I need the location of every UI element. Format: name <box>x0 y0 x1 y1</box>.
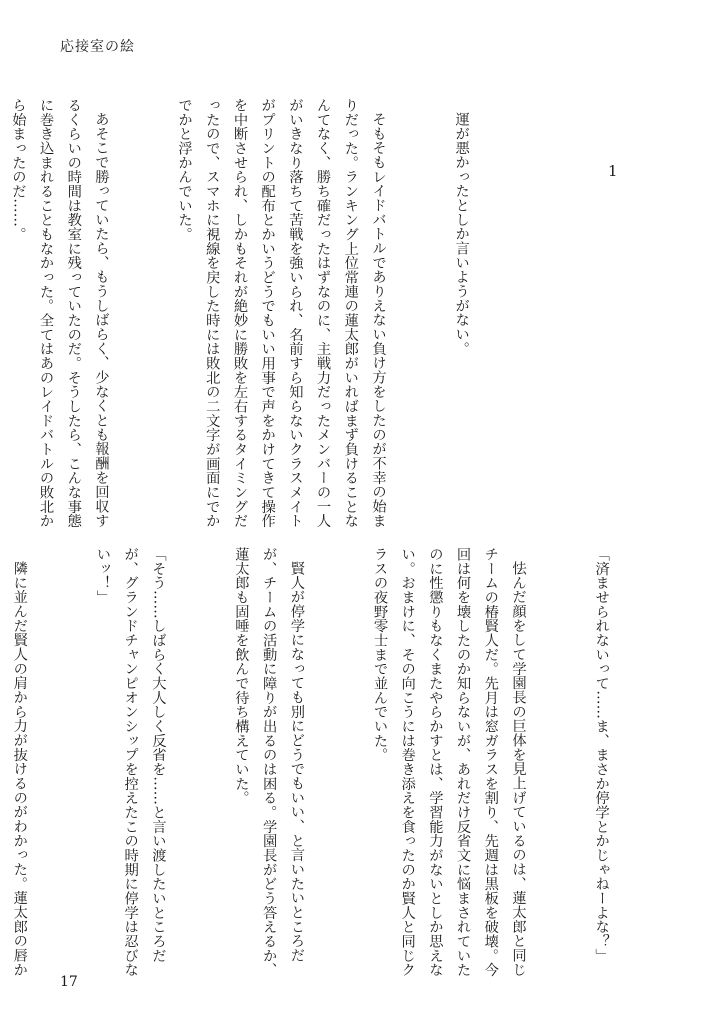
upper-text-block <box>10 98 530 530</box>
paragraph: 怯んだ顔をして学園長の巨体を見上げているのは、蓮太郎と同じチームの椿賢人だ。先月は窓ガラスを割り、先週は黒板を破壊。今回は何を壊したのか知らないが、あれだけ反省文に悩まされていたのに性懲りもなくまたやらかすとは、学習能力がないとしか思えない。おまけに、その向こうには巻き添えを食ったのか賢人と同じクラスの夜野零士まで並んでいた。 <box>371 547 527 977</box>
chapter-number: 1 <box>608 162 618 180</box>
running-header: 応接室の絵 <box>60 39 135 55</box>
paragraph: あそこで勝っていたら、もうしばらく、少なくとも報酬を回収するくらいの時間は教室に残っていたのだ。そうしたら、こんな事態に巻き込まれることもなかった。全てはあのレイドバトルの敗北から始まったのだ……。 <box>10 98 110 528</box>
paragraph: 隣に並んだ賢人の肩から力が抜けるのがわかった。蓮太郎の唇か <box>11 561 28 977</box>
paragraph: 運が悪かったとしか言いようがない。 <box>453 112 470 356</box>
paragraph: 賢人が停学になっても別にどうでもいい、と言いたいところだが、チームの活動に障りが出るのは困る。学園長がどう答えるか、蓮太郎も固唾を飲んで待ち構えていた。 <box>233 547 305 977</box>
paragraph: そもそもレイドバトルでありえない負け方をしたのが不幸の始まりだった。ランキング上位常連の蓮太郎がいればまず負けることなんてなく、勝ち確だったはずなのに、主戦力だったメンバーの一人がいきなり落ちて苦戦を強いられ、名前すら知らないクラスメイトがプリントの配布とかいうどうでもいい用事で声をかけてきて操作を中断させられ、しかもそれが絶妙に勝敗を左右するタイミングだったので、スマホに視線を戻した時には敗北の二文字が画面にでかでかと浮かんでいた。 <box>176 98 387 528</box>
lower-text-block <box>11 547 670 979</box>
page-number: 17 <box>60 974 78 990</box>
paragraph: 「そう……しばらく大人しく反省を……と言い渡したいところだが、グランドチャンピオンシップを控えたこの時期に停学は忍びないッ！」 <box>94 547 167 977</box>
paragraph: 「済ませられないって……ま、まさか停学とかじゃねーよな？」 <box>593 547 610 963</box>
